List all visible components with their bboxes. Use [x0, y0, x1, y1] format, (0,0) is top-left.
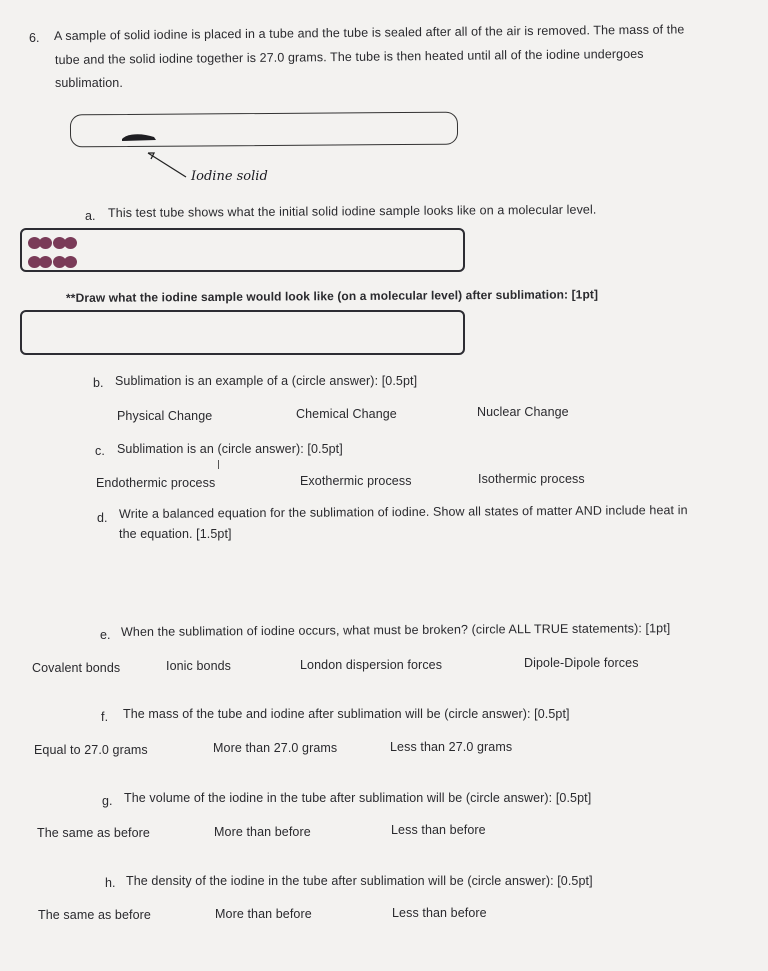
part-e-option-covalent[interactable]: Covalent bonds: [32, 661, 121, 675]
part-h-letter: h.: [105, 876, 116, 890]
part-d-line-1: Write a balanced equation for the sublimation of iodine. Show all states of matter AND include heat in: [118, 503, 688, 521]
initial-sample-box: [20, 228, 465, 272]
iodine-atom: [39, 256, 52, 268]
part-a-letter: a.: [85, 209, 96, 223]
part-c-text: Sublimation is an (circle answer): [0.5pt]: [117, 442, 343, 456]
iodine-atom: [64, 237, 77, 249]
part-h-option-less[interactable]: Less than before: [392, 906, 487, 920]
part-g-option-more[interactable]: More than before: [214, 825, 311, 839]
question-intro-line-2: tube and the solid iodine together is 27.0 grams. The tube is then heated until all of the iodine undergoes: [54, 46, 644, 67]
part-b-option-physical[interactable]: Physical Change: [117, 409, 213, 423]
part-a-draw-prompt: **Draw what the iodine sample would look like (on a molecular level) after sublimation: [1pt]: [65, 287, 599, 305]
part-g-letter: g.: [102, 794, 113, 808]
part-b-text: Sublimation is an example of a (circle answer): [0.5pt]: [115, 374, 418, 388]
part-e-option-dipole[interactable]: Dipole-Dipole forces: [524, 656, 639, 670]
part-a-text: This test tube shows what the initial solid iodine sample looks like on a molecular level.: [107, 202, 597, 220]
part-h-option-same[interactable]: The same as before: [38, 908, 151, 922]
part-g-text: The volume of the iodine in the tube after sublimation will be (circle answer): [0.5pt]: [124, 791, 592, 805]
stray-pen-mark: [218, 460, 219, 469]
part-c-letter: c.: [95, 444, 105, 458]
part-h-option-more[interactable]: More than before: [215, 907, 312, 921]
part-e-text: When the sublimation of iodine occurs, what must be broken? (circle ALL TRUE statements): [1pt]: [120, 621, 671, 639]
part-f-letter: f.: [101, 710, 109, 724]
part-d-line-2: the equation. [1.5pt]: [119, 527, 232, 541]
iodine-atom: [39, 237, 52, 249]
part-b-option-nuclear[interactable]: Nuclear Change: [477, 405, 569, 419]
part-b-letter: b.: [93, 376, 104, 390]
iodine-solid-deposit: [122, 134, 156, 141]
part-b-option-chemical[interactable]: Chemical Change: [296, 407, 397, 421]
part-g-option-less[interactable]: Less than before: [391, 823, 486, 837]
iodine-atom: [64, 256, 77, 268]
iodine-solid-figure: [110, 125, 200, 185]
part-g-option-same[interactable]: The same as before: [37, 826, 150, 840]
part-c-option-isothermic[interactable]: Isothermic process: [478, 472, 585, 486]
part-e-letter: e.: [100, 628, 111, 642]
iodine-solid-label: Iodine solid: [191, 169, 268, 184]
part-c-option-endothermic[interactable]: Endothermic process: [96, 476, 216, 490]
after-sublimation-drawing-box[interactable]: [20, 310, 465, 355]
question-number: 6.: [29, 31, 40, 45]
question-intro-line-1: A sample of solid iodine is placed in a tube and the tube is sealed after all of the air is removed. The mass of the: [53, 22, 685, 43]
part-e-option-london[interactable]: London dispersion forces: [300, 658, 443, 672]
part-f-option-more[interactable]: More than 27.0 grams: [213, 741, 338, 755]
pointer-arrow-line: [148, 153, 186, 177]
question-intro-line-3: sublimation.: [55, 76, 123, 90]
part-c-option-exothermic[interactable]: Exothermic process: [300, 474, 412, 488]
part-e-option-ionic[interactable]: Ionic bonds: [166, 659, 232, 673]
part-d-letter: d.: [97, 511, 108, 525]
part-f-option-less[interactable]: Less than 27.0 grams: [390, 740, 513, 754]
part-f-option-equal[interactable]: Equal to 27.0 grams: [34, 743, 148, 757]
part-f-text: The mass of the tube and iodine after sublimation will be (circle answer): [0.5pt]: [123, 707, 570, 721]
part-h-text: The density of the iodine in the tube after sublimation will be (circle answer): [0.5pt]: [126, 874, 593, 888]
